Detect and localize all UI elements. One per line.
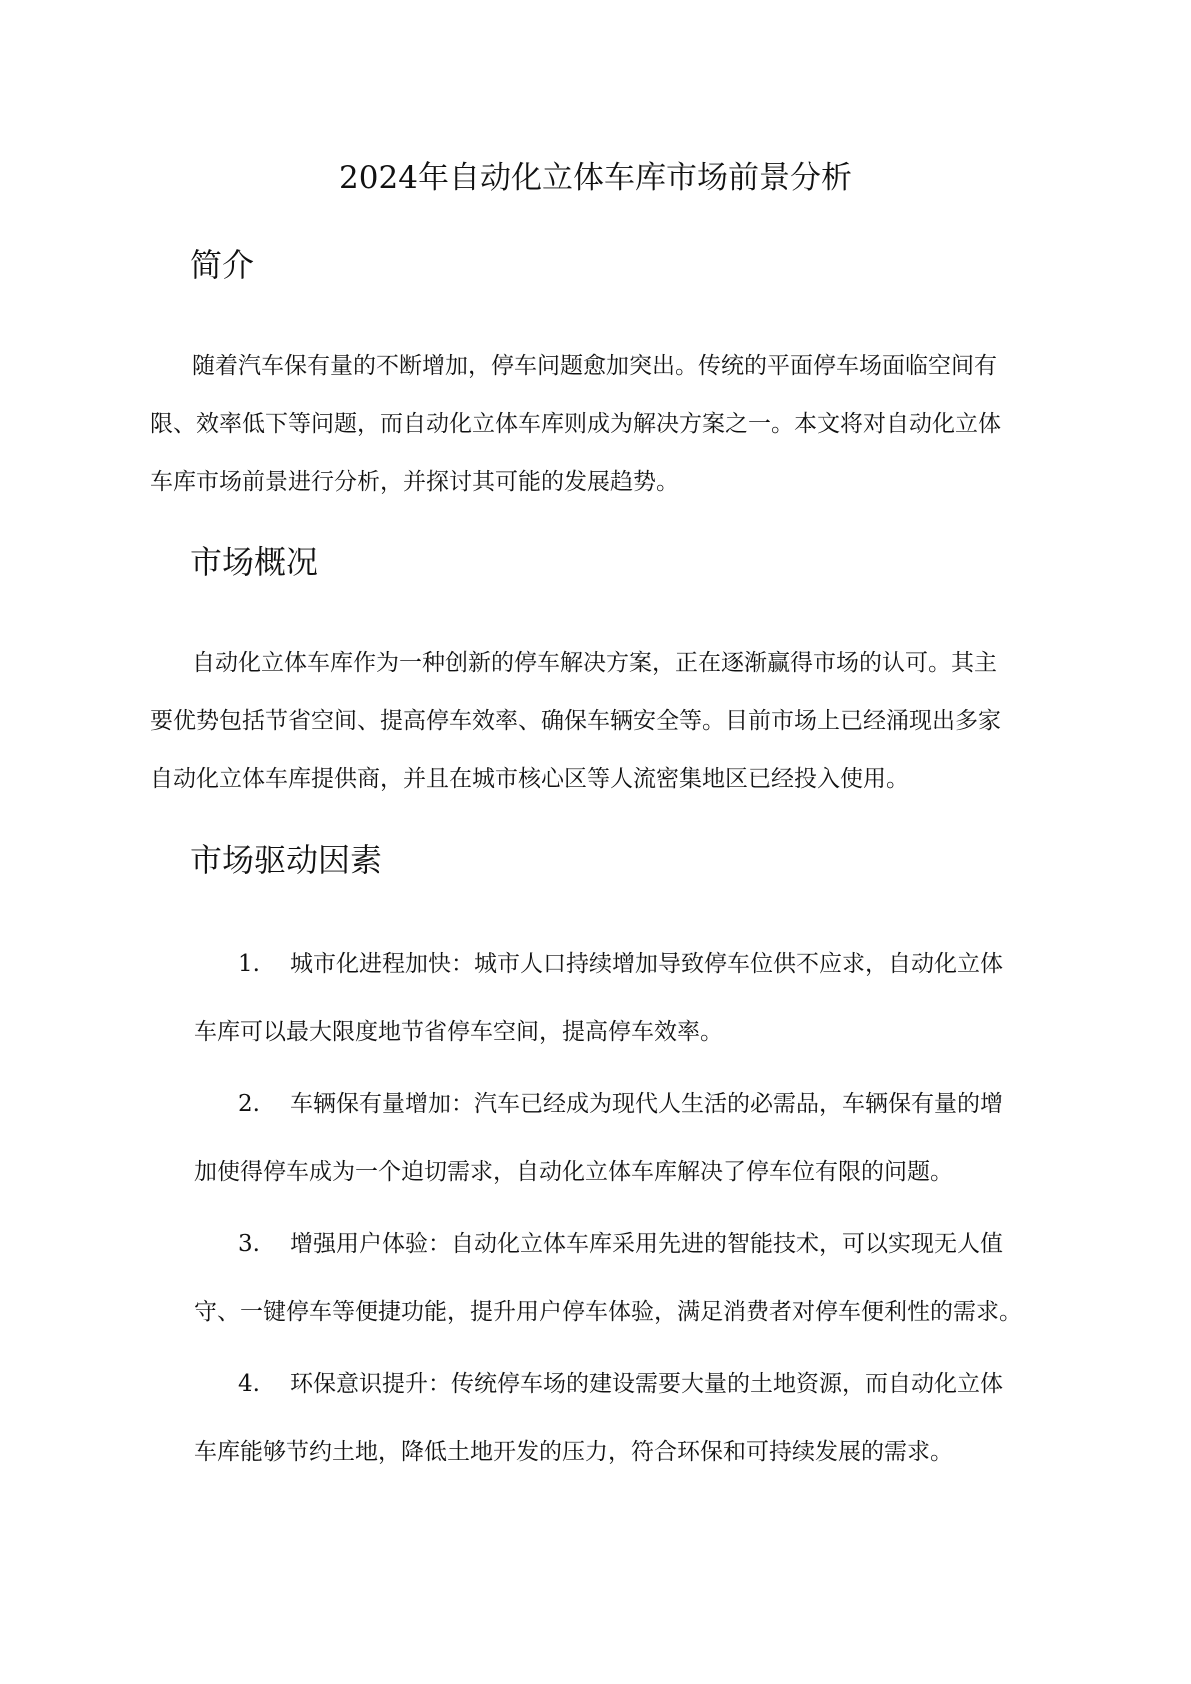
list-item-number: 1.	[238, 951, 260, 977]
list-item-number: 3.	[238, 1231, 260, 1257]
list-item-text: 车库可以最大限度地节省停车空间，提高停车效率。	[194, 1019, 723, 1045]
list-item-text: 增强用户体验：自动化立体车库采用先进的智能技术，可以实现无人值	[290, 1231, 1003, 1257]
section-heading-market-overview: 市场概况	[190, 543, 319, 581]
list-item-text: 环保意识提升：传统停车场的建设需要大量的土地资源，而自动化立体	[290, 1371, 1003, 1397]
list-item-text: 车库能够节约土地，降低土地开发的压力，符合环保和可持续发展的需求。	[194, 1439, 953, 1465]
paragraph-line: 自动化立体车库提供商，并且在城市核心区等人流密集地区已经投入使用。	[150, 766, 909, 792]
list-item	[190, 1070, 1070, 1206]
section-heading-market-drivers: 市场驱动因素	[190, 841, 383, 879]
list-item-text: 守、一键停车等便捷功能，提升用户停车体验，满足消费者对停车便利性的需求。	[194, 1299, 1022, 1325]
market-overview-paragraph	[150, 634, 1050, 808]
paragraph-line: 限、效率低下等问题，而自动化立体车库则成为解决方案之一。本文将对自动化立体	[150, 411, 1001, 437]
paragraph-line: 随着汽车保有量的不断增加，停车问题愈加突出。传统的平面停车场面临空间有	[192, 353, 997, 379]
list-item	[190, 930, 1070, 1066]
list-item	[190, 1350, 1070, 1486]
paragraph-line: 车库市场前景进行分析，并探讨其可能的发展趋势。	[150, 469, 679, 495]
intro-paragraph	[150, 337, 1050, 511]
section-heading-intro: 简介	[190, 246, 255, 284]
list-item-number: 2.	[238, 1091, 260, 1117]
paragraph-line: 要优势包括节省空间、提高停车效率、确保车辆安全等。目前市场上已经涌现出多家	[150, 708, 1001, 734]
document-title: 2024年自动化立体车库市场前景分析	[339, 160, 852, 196]
list-item-text: 车辆保有量增加：汽车已经成为现代人生活的必需品，车辆保有量的增	[290, 1091, 1003, 1117]
list-item-number: 4.	[238, 1371, 260, 1397]
list-item-text: 城市化进程加快：城市人口持续增加导致停车位供不应求，自动化立体	[290, 951, 1003, 977]
list-item-text: 加使得停车成为一个迫切需求，自动化立体车库解决了停车位有限的问题。	[194, 1159, 953, 1185]
list-item	[190, 1210, 1070, 1346]
paragraph-line: 自动化立体车库作为一种创新的停车解决方案，正在逐渐赢得市场的认可。其主	[192, 650, 997, 676]
